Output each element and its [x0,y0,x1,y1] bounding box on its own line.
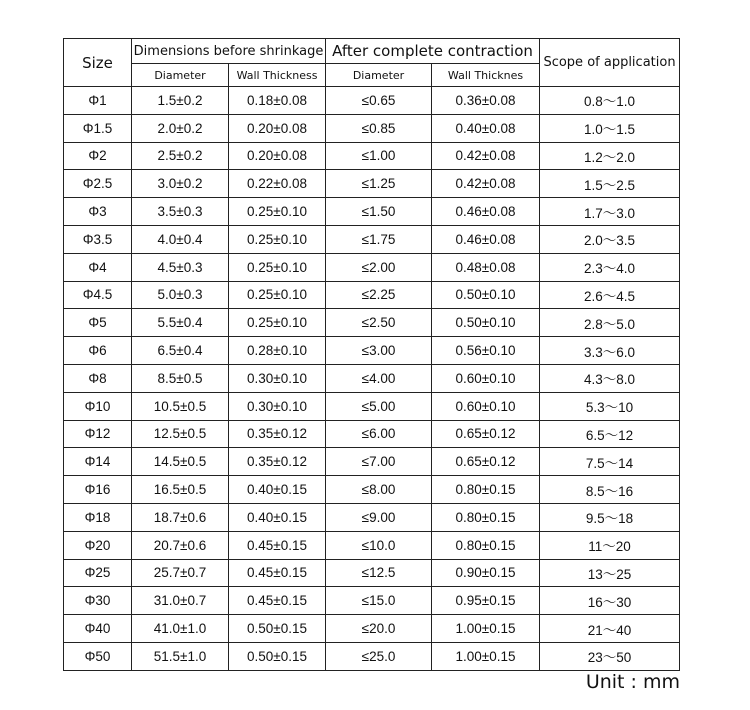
cell-before-diameter: 12.5±0.5 [132,420,229,448]
cell-after-wall-thickness: 0.46±0.08 [432,198,540,226]
cell-size: Φ2 [64,142,132,170]
cell-before-diameter: 20.7±0.6 [132,531,229,559]
cell-scope: 4.3～8.0 [540,364,680,392]
cell-after-wall-thickness: 0.65±0.12 [432,448,540,476]
cell-before-diameter: 51.5±1.0 [132,642,229,670]
spec-table [63,38,680,671]
cell-after-wall-thickness: 0.60±0.10 [432,364,540,392]
table-row [64,337,680,365]
cell-size: Φ40 [64,615,132,643]
table-row [64,198,680,226]
table-row [64,531,680,559]
cell-scope: 23～50 [540,642,680,670]
cell-after-diameter: ≤3.00 [326,337,432,365]
cell-after-wall-thickness: 1.00±0.15 [432,642,540,670]
cell-after-diameter: ≤1.50 [326,198,432,226]
cell-after-diameter: ≤7.00 [326,448,432,476]
cell-after-diameter: ≤2.00 [326,253,432,281]
cell-scope: 8.5～16 [540,476,680,504]
cell-after-diameter: ≤1.75 [326,225,432,253]
cell-scope: 1.0～1.5 [540,114,680,142]
cell-size: Φ30 [64,587,132,615]
cell-before-diameter: 31.0±0.7 [132,587,229,615]
cell-before-diameter: 1.5±0.2 [132,87,229,115]
cell-after-wall-thickness: 0.56±0.10 [432,337,540,365]
header-after-diameter: Diameter [326,64,432,87]
cell-before-wall-thickness: 0.50±0.15 [229,642,326,670]
table-row [64,142,680,170]
cell-after-diameter: ≤1.25 [326,170,432,198]
cell-after-wall-thickness: 0.46±0.08 [432,225,540,253]
cell-scope: 2.6～4.5 [540,281,680,309]
cell-before-wall-thickness: 0.25±0.10 [229,281,326,309]
cell-before-wall-thickness: 0.45±0.15 [229,587,326,615]
cell-before-wall-thickness: 0.20±0.08 [229,142,326,170]
cell-after-diameter: ≤10.0 [326,531,432,559]
cell-size: Φ6 [64,337,132,365]
cell-after-wall-thickness: 0.80±0.15 [432,531,540,559]
header-after-contraction: After complete contraction [326,39,540,64]
cell-scope: 2.3～4.0 [540,253,680,281]
cell-after-diameter: ≤9.00 [326,503,432,531]
cell-after-wall-thickness: 0.36±0.08 [432,87,540,115]
cell-scope: 21～40 [540,615,680,643]
cell-before-diameter: 14.5±0.5 [132,448,229,476]
cell-size: Φ16 [64,476,132,504]
cell-size: Φ10 [64,392,132,420]
cell-after-diameter: ≤2.50 [326,309,432,337]
cell-before-diameter: 5.5±0.4 [132,309,229,337]
cell-before-diameter: 2.5±0.2 [132,142,229,170]
cell-scope: 6.5～12 [540,420,680,448]
cell-scope: 1.5～2.5 [540,170,680,198]
cell-after-diameter: ≤8.00 [326,476,432,504]
cell-before-wall-thickness: 0.35±0.12 [229,448,326,476]
cell-after-wall-thickness: 0.60±0.10 [432,392,540,420]
cell-size: Φ18 [64,503,132,531]
cell-after-diameter: ≤0.85 [326,114,432,142]
cell-size: Φ2.5 [64,170,132,198]
header-before-shrinkage: Dimensions before shrinkage [132,39,326,64]
cell-before-wall-thickness: 0.40±0.15 [229,476,326,504]
cell-before-diameter: 6.5±0.4 [132,337,229,365]
cell-after-diameter: ≤1.00 [326,142,432,170]
table-header [64,39,680,87]
cell-scope: 2.8～5.0 [540,309,680,337]
cell-before-wall-thickness: 0.35±0.12 [229,420,326,448]
cell-size: Φ12 [64,420,132,448]
cell-after-wall-thickness: 0.95±0.15 [432,587,540,615]
cell-size: Φ5 [64,309,132,337]
table-row [64,253,680,281]
cell-before-wall-thickness: 0.40±0.15 [229,503,326,531]
cell-size: Φ25 [64,559,132,587]
cell-after-diameter: ≤20.0 [326,615,432,643]
cell-scope: 11～20 [540,531,680,559]
cell-size: Φ50 [64,642,132,670]
cell-before-diameter: 3.0±0.2 [132,170,229,198]
table-row [64,392,680,420]
cell-after-wall-thickness: 0.48±0.08 [432,253,540,281]
cell-scope: 1.7～3.0 [540,198,680,226]
cell-after-wall-thickness: 0.42±0.08 [432,142,540,170]
cell-scope: 0.8～1.0 [540,87,680,115]
table-row [64,559,680,587]
cell-size: Φ20 [64,531,132,559]
cell-after-wall-thickness: 0.80±0.15 [432,476,540,504]
cell-scope: 3.3～6.0 [540,337,680,365]
cell-before-wall-thickness: 0.20±0.08 [229,114,326,142]
cell-before-diameter: 3.5±0.3 [132,198,229,226]
cell-scope: 13～25 [540,559,680,587]
cell-after-diameter: ≤2.25 [326,281,432,309]
cell-after-wall-thickness: 0.42±0.08 [432,170,540,198]
table-row [64,225,680,253]
cell-before-wall-thickness: 0.30±0.10 [229,364,326,392]
cell-scope: 16～30 [540,587,680,615]
cell-scope: 1.2～2.0 [540,142,680,170]
table-row [64,615,680,643]
header-scope: Scope of application [540,39,680,87]
cell-after-wall-thickness: 1.00±0.15 [432,615,540,643]
table-row [64,642,680,670]
cell-before-wall-thickness: 0.25±0.10 [229,309,326,337]
header-before-diameter: Diameter [132,64,229,87]
cell-after-diameter: ≤15.0 [326,587,432,615]
cell-after-wall-thickness: 0.50±0.10 [432,309,540,337]
table-row [64,587,680,615]
cell-after-wall-thickness: 0.65±0.12 [432,420,540,448]
table-row [64,309,680,337]
table-row [64,281,680,309]
cell-scope: 2.0～3.5 [540,225,680,253]
cell-before-wall-thickness: 0.22±0.08 [229,170,326,198]
unit-label: Unit : mm [585,671,680,693]
cell-before-wall-thickness: 0.25±0.10 [229,225,326,253]
cell-after-wall-thickness: 0.90±0.15 [432,559,540,587]
cell-size: Φ8 [64,364,132,392]
cell-size: Φ4.5 [64,281,132,309]
cell-before-diameter: 41.0±1.0 [132,615,229,643]
cell-before-wall-thickness: 0.25±0.10 [229,253,326,281]
table-body [64,87,680,671]
cell-before-diameter: 8.5±0.5 [132,364,229,392]
cell-size: Φ3 [64,198,132,226]
cell-before-wall-thickness: 0.50±0.15 [229,615,326,643]
cell-size: Φ3.5 [64,225,132,253]
cell-after-wall-thickness: 0.80±0.15 [432,503,540,531]
cell-before-diameter: 16.5±0.5 [132,476,229,504]
cell-after-diameter: ≤4.00 [326,364,432,392]
cell-after-diameter: ≤5.00 [326,392,432,420]
cell-after-diameter: ≤6.00 [326,420,432,448]
cell-before-wall-thickness: 0.18±0.08 [229,87,326,115]
table-row [64,448,680,476]
cell-before-diameter: 25.7±0.7 [132,559,229,587]
cell-before-diameter: 4.0±0.4 [132,225,229,253]
cell-scope: 7.5～14 [540,448,680,476]
cell-size: Φ4 [64,253,132,281]
header-after-wall-thickness: Wall Thicknes [432,64,540,87]
cell-before-wall-thickness: 0.45±0.15 [229,559,326,587]
table-row [64,364,680,392]
table-row [64,170,680,198]
cell-before-diameter: 2.0±0.2 [132,114,229,142]
cell-size: Φ1 [64,87,132,115]
table-row [64,476,680,504]
cell-before-diameter: 4.5±0.3 [132,253,229,281]
table-row [64,503,680,531]
cell-before-diameter: 18.7±0.6 [132,503,229,531]
cell-scope: 9.5～18 [540,503,680,531]
table-row [64,420,680,448]
cell-before-wall-thickness: 0.45±0.15 [229,531,326,559]
table-row [64,87,680,115]
cell-size: Φ14 [64,448,132,476]
cell-after-wall-thickness: 0.50±0.10 [432,281,540,309]
cell-after-diameter: ≤12.5 [326,559,432,587]
cell-before-wall-thickness: 0.28±0.10 [229,337,326,365]
cell-size: Φ1.5 [64,114,132,142]
cell-after-wall-thickness: 0.40±0.08 [432,114,540,142]
cell-before-wall-thickness: 0.30±0.10 [229,392,326,420]
header-before-wall-thickness: Wall Thickness [229,64,326,87]
cell-before-diameter: 10.5±0.5 [132,392,229,420]
header-size: Size [64,39,132,87]
cell-before-wall-thickness: 0.25±0.10 [229,198,326,226]
cell-before-diameter: 5.0±0.3 [132,281,229,309]
table-row [64,114,680,142]
cell-after-diameter: ≤25.0 [326,642,432,670]
cell-scope: 5.3～10 [540,392,680,420]
cell-after-diameter: ≤0.65 [326,87,432,115]
